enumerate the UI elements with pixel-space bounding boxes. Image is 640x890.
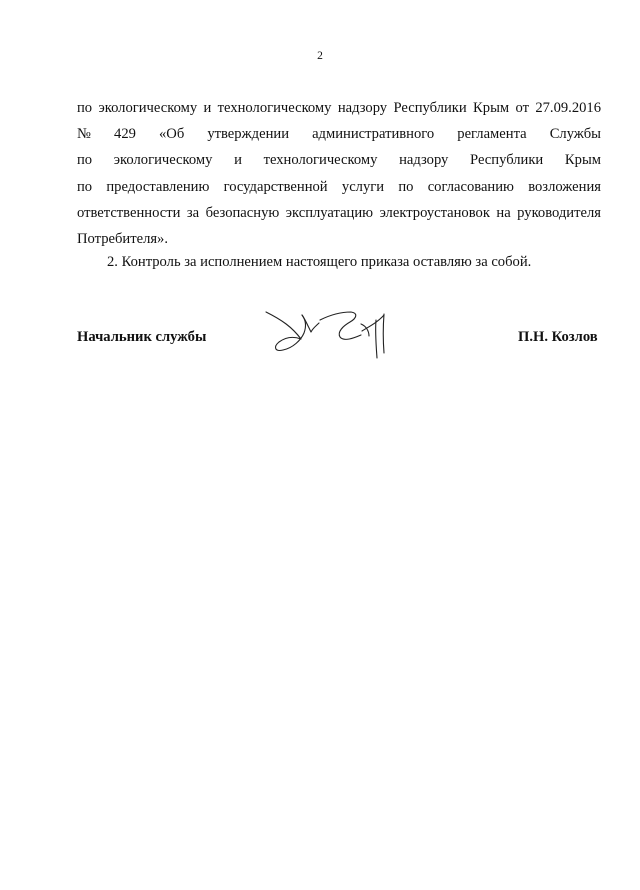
paragraph-1-line <box>77 147 601 173</box>
handwritten-signature <box>258 302 408 372</box>
word: 429 <box>114 126 136 143</box>
word: Республики <box>470 152 544 169</box>
word: надзору <box>399 152 449 169</box>
word: безопасную <box>205 204 280 221</box>
word: и <box>203 100 212 116</box>
paragraph-1-line <box>77 200 601 226</box>
word: руководителя <box>517 204 601 221</box>
word: по <box>77 178 93 195</box>
word: по <box>398 178 414 195</box>
word: государственной <box>223 178 328 195</box>
word: от <box>515 100 529 116</box>
word: ответственности <box>77 204 181 221</box>
word: согласованию <box>427 178 514 195</box>
word: надзору <box>337 100 388 116</box>
word: № <box>77 126 91 143</box>
word: эксплуатацию <box>285 204 374 221</box>
paragraph-1-line <box>77 95 601 121</box>
word: «Об <box>158 126 185 143</box>
word: утверждении <box>207 126 289 143</box>
signatory-name: П.Н. Козлов <box>518 329 598 345</box>
word: Потребителя». <box>77 230 169 247</box>
paragraph-1-line <box>77 174 601 200</box>
paragraph-2: 2. Контроль за исполнением настоящего приказа оставляю за собой. <box>107 254 532 270</box>
word: услуги <box>341 178 385 195</box>
word: экологическому <box>113 152 213 169</box>
paragraph-1-line <box>77 226 601 252</box>
word: Республики <box>393 100 467 116</box>
word: возложения <box>528 178 601 195</box>
word: технологическому <box>263 152 378 169</box>
word: экологическому <box>98 100 198 116</box>
word: 27.09.2016 <box>535 100 601 116</box>
word: за <box>186 204 200 221</box>
word: электроустановок <box>379 204 490 221</box>
page-number: 2 <box>317 50 323 62</box>
word: на <box>496 204 511 221</box>
paragraph-1 <box>77 95 601 252</box>
signatory-role: Начальник службы <box>77 329 207 345</box>
word: Службы <box>549 126 601 143</box>
word: регламента <box>457 126 527 143</box>
paragraph-1-line <box>77 121 601 147</box>
word: административного <box>312 126 435 143</box>
word: предоставлению <box>106 178 210 195</box>
word: Крым <box>473 100 510 116</box>
word: и <box>234 152 242 169</box>
word: Крым <box>564 152 601 169</box>
word: по <box>77 100 93 116</box>
word: технологическому <box>217 100 332 116</box>
word: по <box>77 152 93 169</box>
